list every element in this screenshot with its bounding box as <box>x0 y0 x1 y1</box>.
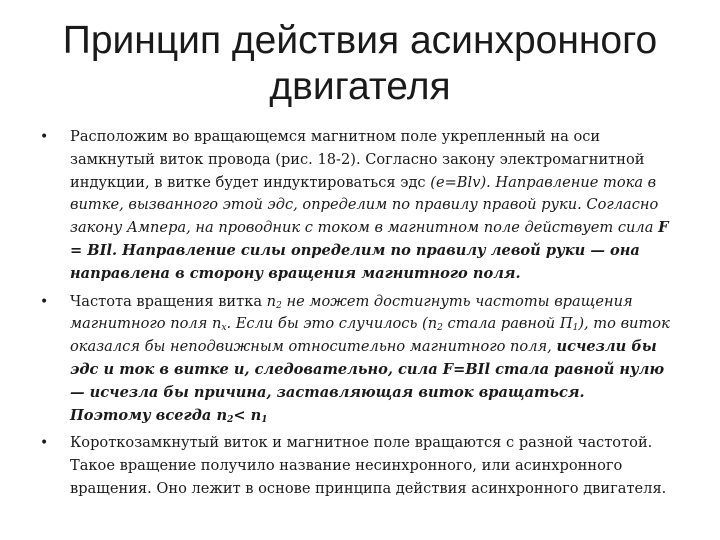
slide-title-line-1: Принцип действия асинхронного <box>62 19 658 62</box>
bullet-2-text: Частота вращения витка <box>70 292 267 310</box>
bullet-1-italic-text: (e=Blv). Направление тока в витке, вызванного этой эдс, определим по правилу правой руки. Согласно закону Ампера, на проводник с током в магнитном поле действует сила <box>70 173 659 237</box>
inequality: $n_2< n_1$ <box>216 406 268 425</box>
slide-title-line-2: двигателя <box>269 65 451 108</box>
bullet-1-text: Расположим во вращающемся магнитном поле укрепленный на оси замкнутый виток провода (рис. 18-2). Согласно закону электромагнитной индукции, в витке будет индуктироваться эдс <box>70 128 645 191</box>
slide-title <box>0 18 720 110</box>
bullet-marker: • <box>40 435 49 452</box>
bullet-item-3 <box>40 432 670 500</box>
symbol-n2: $n_2$ <box>427 315 443 334</box>
bullet-3-text: Короткозамкнутый виток и магнитное поле вращаются с разной частотой. Такое вращение получило название несинхронного, или асинхронного вращения. Оно лежит в основе принципа действия асинхронного двигателя. <box>70 434 667 497</box>
symbol-pi1: $П_1$ <box>559 315 579 334</box>
bullet-list <box>40 126 670 506</box>
bullet-2-italic-text: ), то виток оказался бы неподвижным относительно магнитного поля, <box>70 315 670 356</box>
bullet-marker: • <box>40 293 49 310</box>
bullet-2-bold-italic-text: исчезли бы эдс и ток в витке и, следовательно, сила F=BIl стала равной нулю — исчезла бы причина, заставляющая виток вращаться. Поэтому всегда <box>70 338 665 424</box>
symbol-n2: $n_2$ <box>266 292 282 311</box>
bullet-item-1 <box>40 126 670 286</box>
bullet-1-bold-italic-text: F = BIl. Направление силы определим по правилу левой руки — она направлена в сторону вращения магнитного поля. <box>70 219 669 282</box>
bullet-2-italic-text: не может достигнуть частоты вращения магнитного поля <box>70 292 633 333</box>
bullet-marker: • <box>40 129 49 145</box>
bullet-2-italic-text: . Если бы это случилось ( <box>226 315 428 333</box>
bullet-2-italic-text: стала равной <box>442 315 560 333</box>
bullet-item-2 <box>40 291 670 428</box>
symbol-nx: $n_x$ <box>212 315 227 334</box>
